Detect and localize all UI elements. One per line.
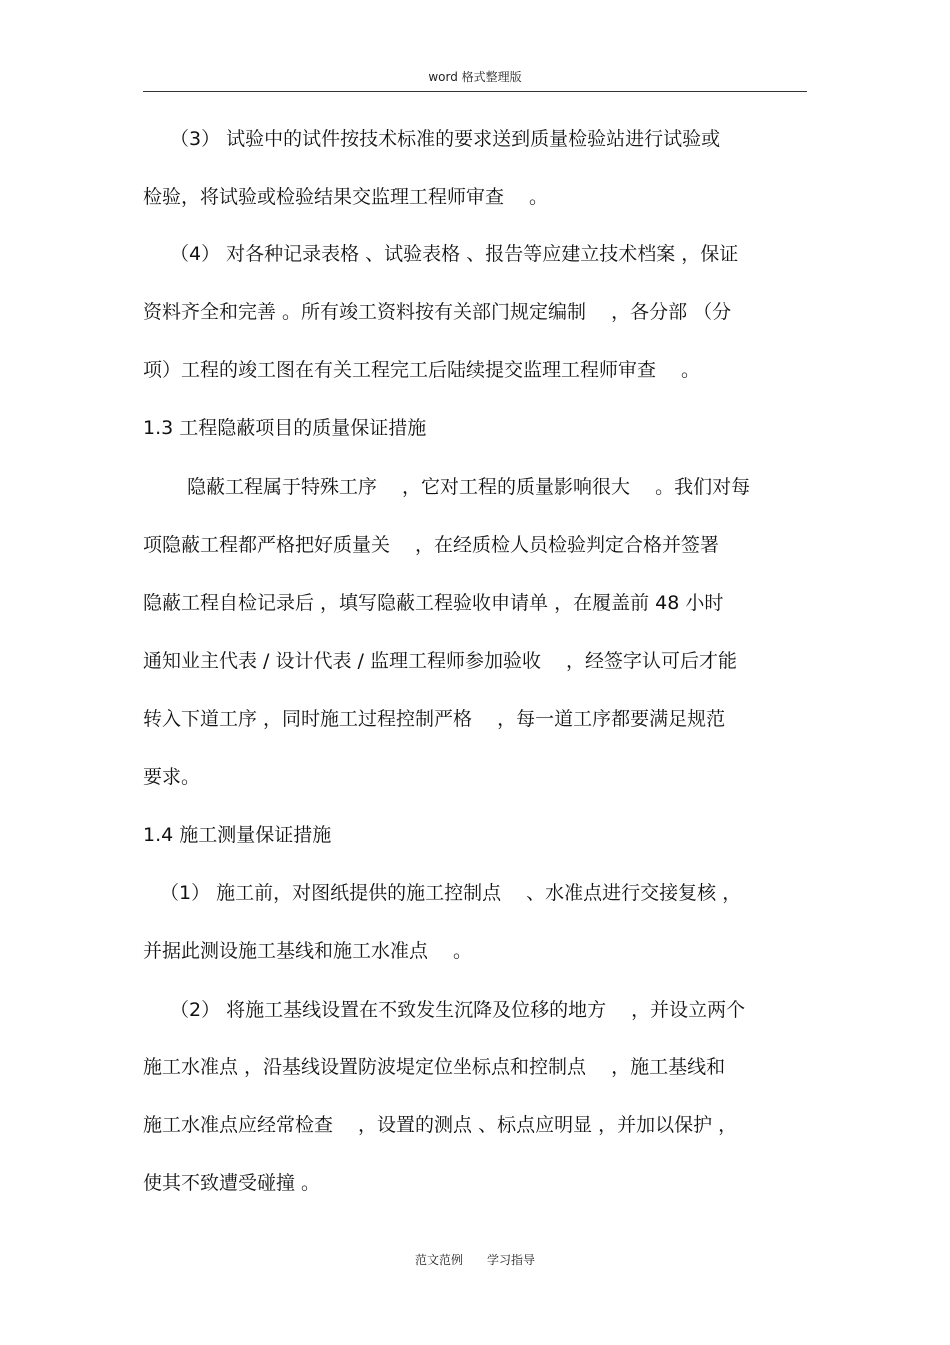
text-line: 使其不致遭受碰撞 。 [143, 1172, 321, 1194]
header-divider [143, 91, 807, 92]
section-heading: 1.3 工程隐蔽项目的质量保证措施 [143, 417, 427, 439]
text-line: 隐蔽工程属于特殊工序 ，它对工程的质量影响很大 。我们对每 [187, 476, 751, 498]
text-line: 通知业主代表 / 设计代表 / 监理工程师参加验收 ，经签字认可后才能 [143, 650, 738, 672]
text-line: 并据此测设施工基线和施工水准点 。 [143, 940, 473, 962]
text-line: 资料齐全和完善 。所有竣工资料按有关部门规定编制 ，各分部 （分 [143, 301, 732, 323]
text-line: 施工水准点应经常检查 ，设置的测点 、标点应明显 ，并加以保护 ， [143, 1114, 738, 1136]
page-footer: 范文范例 学习指导 [414, 1253, 535, 1267]
text-line: 要求。 [143, 766, 201, 788]
section-heading: 1.4 施工测量保证措施 [143, 824, 332, 846]
text-line: 项隐蔽工程都严格把好质量关 ，在经质检人员检验判定合格并签署 [143, 534, 720, 556]
text-line: （1） 施工前，对图纸提供的施工控制点 、水准点进行交接复核 ， [160, 882, 742, 904]
text-line: 转入下道工序 ，同时施工过程控制严格 ，每一道工序都要满足规范 [143, 708, 726, 730]
text-line: 检验，将试验或检验结果交监理工程师审查 。 [143, 186, 549, 208]
text-line: （2） 将施工基线设置在不致发生沉降及位移的地方 ，并设立两个 [170, 999, 746, 1021]
text-line: 项）工程的竣工图在有关工程完工后陆续提交监理工程师审查 。 [143, 359, 701, 381]
text-line: （3） 试验中的试件按技术标准的要求送到质量检验站进行试验或 [170, 128, 721, 150]
text-line: 隐蔽工程自检记录后 ，填写隐蔽工程验收申请单 ，在履盖前 48 小时 [143, 592, 724, 614]
page-header: word 格式整理版 [428, 70, 522, 84]
text-line: （4） 对各种记录表格 、试验表格 、报告等应建立技术档案 ，保证 [170, 243, 739, 265]
text-line: 施工水准点 ，沿基线设置防波堤定位坐标点和控制点 ，施工基线和 [143, 1056, 726, 1078]
